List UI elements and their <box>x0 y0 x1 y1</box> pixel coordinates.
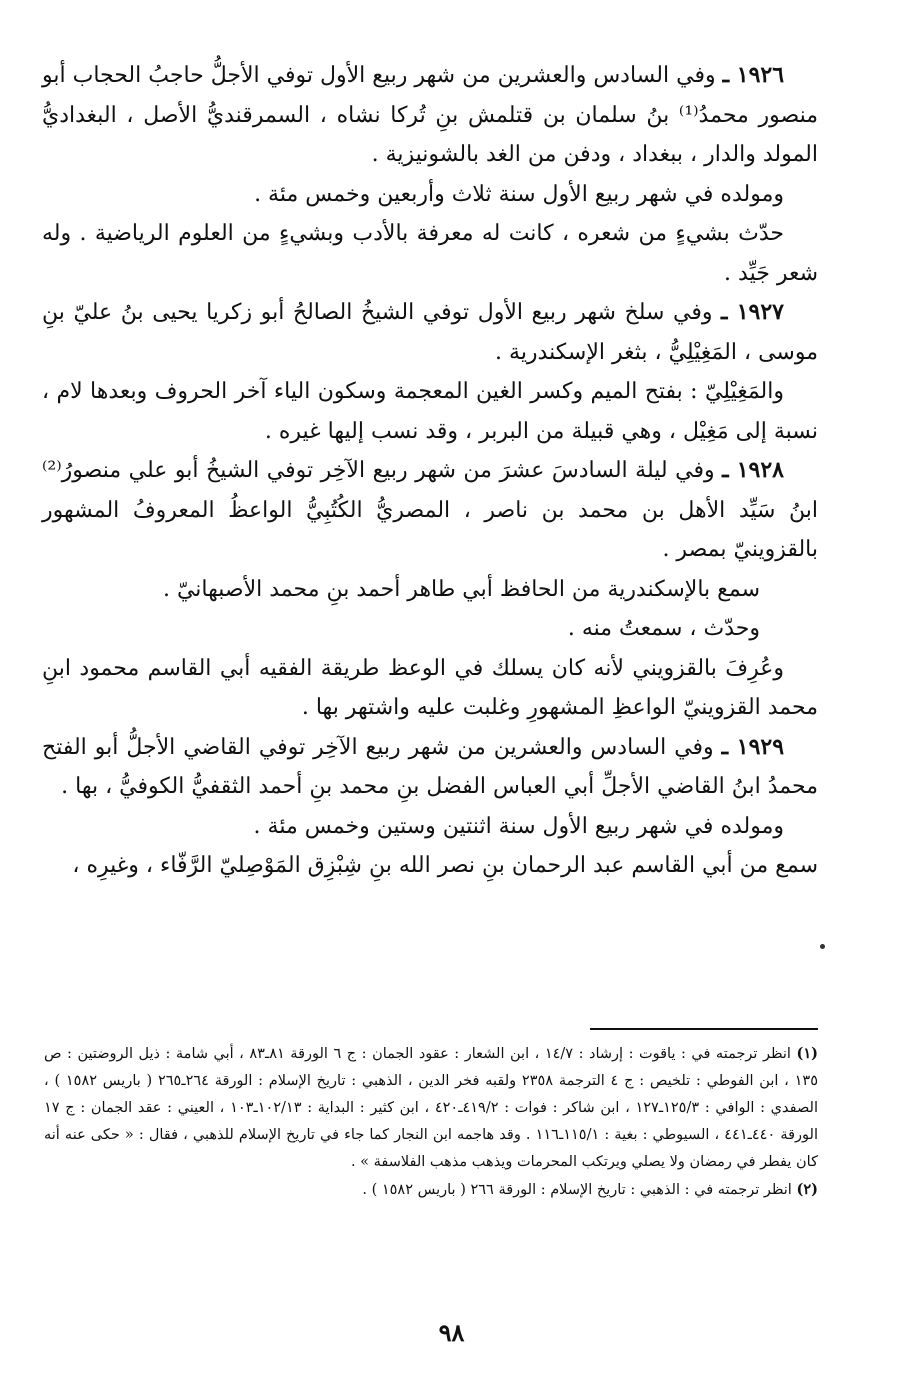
footnote-number: (٢) <box>796 1181 818 1198</box>
paragraph: حدّث بشيءٍ من شعره ، كانت له معرفة بالأدب وبشيءٍ من العلوم الرياضية . وله شعر جَيِّد . <box>42 221 818 286</box>
entry-text: وفي سلخ شهر ربيع الأول توفي الشيخُ الصالحُ أبو زكريا يحيى بنُ عليّ بنِ موسى ، المَغِيْلِيُّ ، بثغر الإسكندرية . <box>42 300 818 365</box>
paragraph: سمع من أبي القاسم عبد الرحمان بنِ نصر الله بنِ شِبْزِق المَوْصِليّ الرَّفّاء ، وغيرِه ، <box>72 853 818 878</box>
footnote-divider <box>590 1028 818 1030</box>
page-number: ٩٨ <box>438 1318 465 1347</box>
entry-number: ١٩٢٨ ـ <box>722 457 784 483</box>
entry-text: وفي ليلة السادسَ عشرَ من شهر ربيع الآخِر توفي الشيخُ أبو علي منصورُ⁽²⁾ ابنُ سَيِّد الأهل بن محمد بن ناصر ، المصريُّ الكُتُبِيُّ الواعظُ المعروفُ المشهور بالقزوينيّ بمصر . <box>42 458 818 562</box>
entry-1929 <box>42 728 818 807</box>
entry-text: وفي السادس والعشرين من شهر ربيع الأول توفي الأجلُّ حاجبُ الحجاب أبو منصور محمدُ⁽¹⁾ بنُ سلمان بن قتلمش بنِ تُركا نشاه ، السمرقنديُّ الأصل ، البغداديُّ المولد والدار ، ببغداد ، ودفن من الغد بالشونيزية . <box>42 63 818 167</box>
paragraph: وحدّث ، سمعتُ منه . <box>567 616 760 641</box>
footnote-2 <box>44 1176 818 1204</box>
paragraph: ومولده في شهر ربيع الأول سنة اثنتين وستين وخمس مئة . <box>253 813 784 839</box>
entry-number: ١٩٢٩ ـ <box>721 733 785 760</box>
footnotes <box>44 1040 818 1204</box>
footnote-number: (١) <box>796 1045 819 1062</box>
entry-1927 <box>42 293 818 372</box>
footnote-text: انظر ترجمته في : الذهبي : تاريخ الإسلام : الورقة ٢٦٦ ( باريس ١٥٨٢ ) . <box>362 1182 792 1198</box>
entry-number: ١٩٢٦ ـ <box>722 62 785 88</box>
entry-1926 <box>42 56 818 175</box>
paragraph: والمَغِيْلِيّ : بفتح الميم وكسر الغين المعجمة وسكون الياء آخر الحروف وبعدها لام ، نسبة إلى مَغِيْل ، وهي قبيلة من البربر ، وقد نسب إليها غيره . <box>42 379 818 444</box>
entry-1928 <box>42 451 818 570</box>
entry-text: وفي السادس والعشرين من شهر ربيع الآخِر توفي القاضي الأجلُّ أبو الفتح محمدُ ابنُ القاضي الأجلِّ أبي العباس الفضل بنِ محمد بنِ أحمد الثقفيُّ الكوفيُّ ، بها . <box>42 734 818 799</box>
paragraph: سمع بالإسكندرية من الحافظ أبي طاهر أحمد بنِ محمد الأصبهانيّ . <box>162 576 760 602</box>
paragraph: وعُرِفَ بالقزويني لأنه كان يسلك في الوعظ طريقة الفقيه أبي القاسم محمود ابنِ محمد القزوينيّ الواعظِ المشهورِ وغلبت عليه واشتهر بها . <box>42 655 818 720</box>
print-speck <box>820 944 825 949</box>
footnote-1 <box>44 1040 818 1176</box>
paragraph: ومولده في شهر ربيع الأول سنة ثلاث وأربعين وخمس مئة . <box>254 181 784 207</box>
footnote-text: انظر ترجمته في : ياقوت : إرشاد : ١٤/٧ ، ابن الشعار : عقود الجمان : ج ٦ الورقة ٨١ـ٨٣ ، أبي شامة : ذيل الروضتين : ص ١٣٥ ، ابن الفوطي : تلخيص : ج ٤ الترجمة ٢٣٥٨ ولقبه فخر الدين ، الذهبي : تاريخ الإسلام : الورقة ٢٦٤ـ٢٦٥ ( باريس ١٥٨٢ ) ، الصفدي : الوافي : ١٢٥/٣ـ١٢٧ ، ابن شاكر : فوات : ٤١٩/٢ـ٤٢٠ ، ابن كثير : البداية : ١٠٢/١٣ـ١٠٣ ، العيني : عقد الجمان : ج ١٧ الورقة ٤٤٠ـ٤٤١ ، السيوطي : بغية : ١١٥/١ـ١١٦ . وقد هاجمه ابن النجار كما جاء في تاريخ الإسلام للذهبي ، فقال : « حكى عنه أنه كان يفطر في رمضان ولا يصلي ويرتكب المحرمات ويذهب مذهب الفلاسفة » . <box>44 1046 818 1170</box>
entry-number: ١٩٢٧ ـ <box>721 299 784 325</box>
main-text <box>42 56 818 886</box>
